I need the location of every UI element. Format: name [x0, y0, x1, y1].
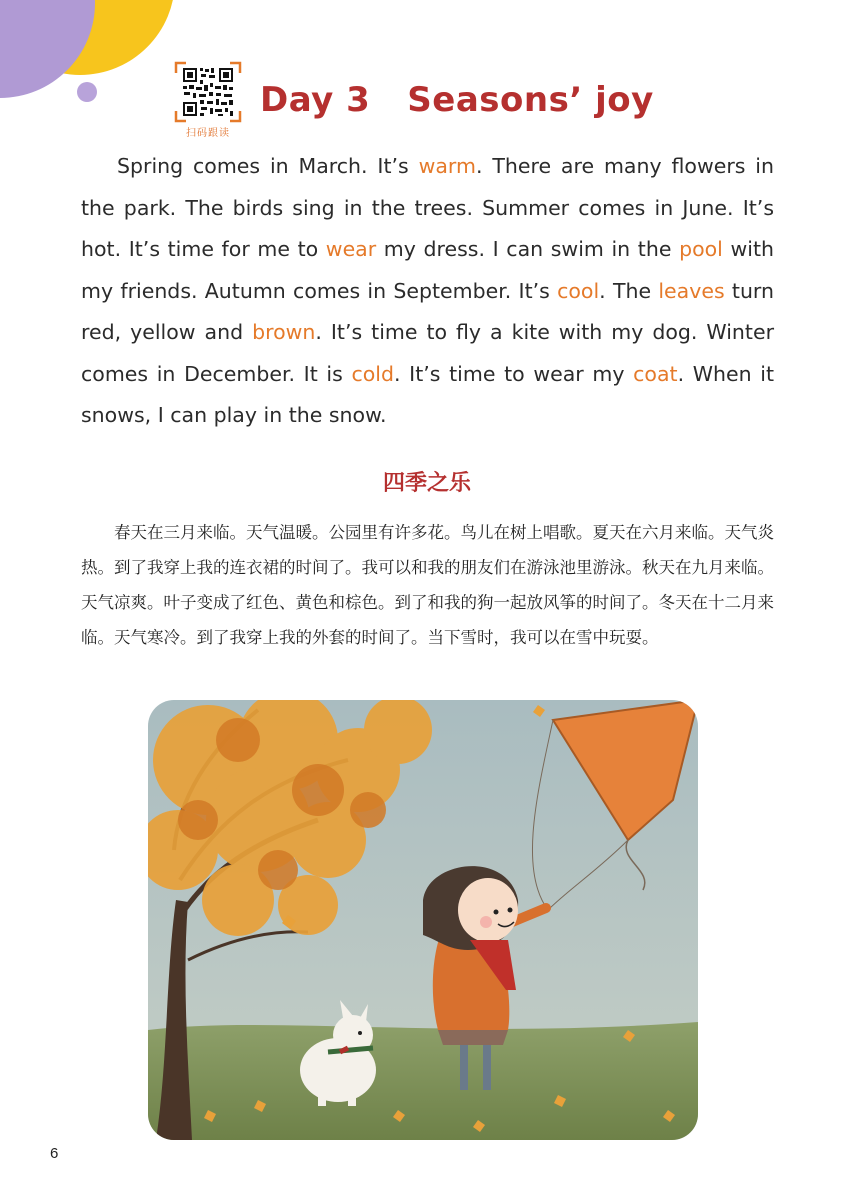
vocab-word: leaves [658, 278, 725, 303]
qr-code[interactable] [174, 61, 242, 141]
story-text: . When it snows, I can play in the snow. [81, 361, 775, 427]
vocab-word: warm [418, 154, 476, 178]
story-text: with my friends. Autumn comes in September. It’s [81, 237, 774, 303]
vocab-word: cold [351, 361, 394, 386]
qr-caption: 扫码跟读 [186, 128, 230, 139]
story-text: turn red, yellow and [81, 278, 774, 344]
story-text: Spring comes in March. It’s [117, 154, 419, 178]
decor-purple-dot [77, 82, 97, 102]
illustration [148, 700, 698, 1140]
autumn-kite-illustration [148, 700, 698, 1140]
story-text: . The [599, 278, 659, 303]
page-title: Day 3 Seasons’ joy [260, 80, 654, 120]
story-paragraph [81, 146, 774, 437]
vocab-word: brown [252, 320, 316, 344]
vocab-word: wear [325, 237, 377, 261]
translation-title: 四季之乐 [382, 470, 471, 496]
vocab-word: cool [557, 278, 600, 303]
translation-paragraph: 春天在三月来临。天气温暖。公园里有许多花。鸟儿在树上唱歌。夏天在六月来临。天气炎热。到了我穿上我的连衣裙的时间了。我可以和我的朋友们在游泳池里游泳。秋天在九月来临。天气凉爽。叶子变成了红色、黄色和棕色。到了和我的狗一起放风筝的时间了。冬天在十二月来临。天气寒冷。到了我穿上我的外套的时间了。当下雪时，我可以在雪中玩耍。 [81, 523, 774, 647]
vocab-word: coat [633, 361, 678, 386]
qr-code-icon [174, 61, 242, 123]
page-number: 6 [50, 1145, 59, 1162]
story-text: . It’s time to fly a kite with my dog. Winter comes in December. It is [81, 320, 774, 386]
story-text: my dress. I can swim in the [376, 237, 680, 261]
story-text: . It’s time to wear my [394, 361, 634, 386]
vocab-word: pool [679, 237, 723, 261]
story-text: . There are many flowers in the park. The birds sing in the trees. Summer comes in June. It’s hot. It’s time for me to [81, 154, 774, 261]
